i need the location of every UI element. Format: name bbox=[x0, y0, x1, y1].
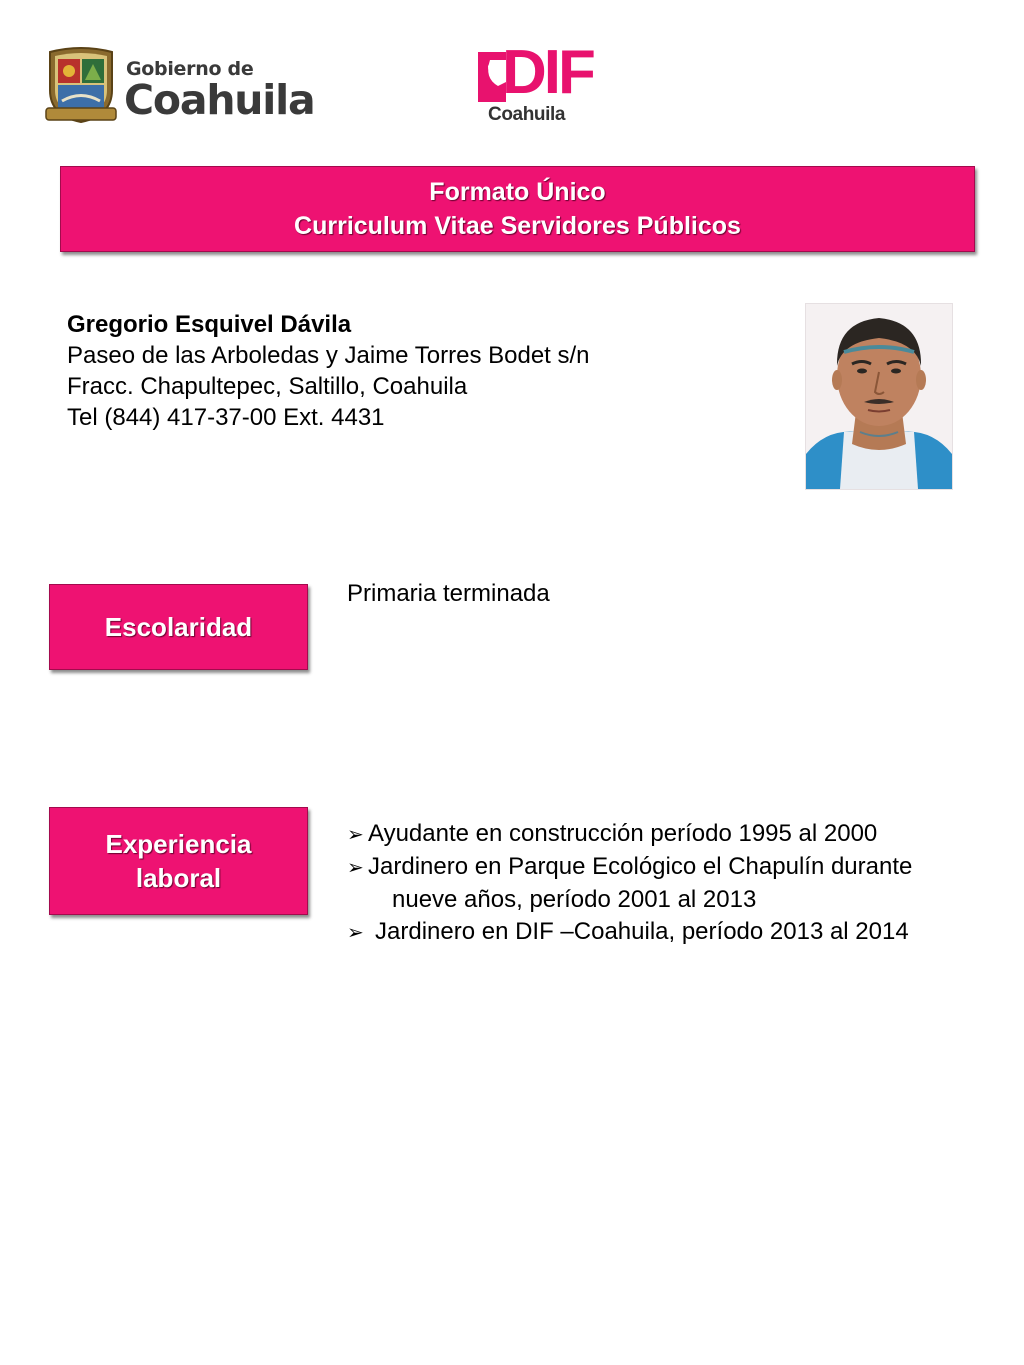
list-item-continuation bbox=[347, 884, 912, 916]
experiencia-item-text: Ayudante en construcción período 1995 al 2000 bbox=[368, 820, 878, 847]
arrow-bullet-icon: ➢ bbox=[347, 857, 364, 879]
dif-text: DIF bbox=[502, 38, 593, 107]
phone-line: Tel (844) 417-37-00 Ext. 4431 bbox=[67, 404, 385, 431]
address-line-1: Paseo de las Arboledas y Jaime Torres Bodet s/n bbox=[67, 342, 590, 369]
experiencia-label-line-2: laboral bbox=[135, 863, 222, 893]
list-item bbox=[347, 851, 912, 884]
escolaridad-label-box bbox=[49, 584, 308, 670]
dif-coahuila-logo bbox=[476, 38, 593, 128]
arrow-bullet-icon: ➢ bbox=[347, 922, 364, 944]
portrait-illustration bbox=[806, 304, 952, 489]
contact-block bbox=[67, 309, 590, 433]
title-line-2: Curriculum Vitae Servidores Públicos bbox=[294, 212, 741, 240]
address-line-2: Fracc. Chapultepec, Saltillo, Coahuila bbox=[67, 373, 468, 400]
escolaridad-value: Primaria terminada bbox=[347, 580, 550, 607]
experiencia-label-box bbox=[49, 807, 308, 915]
experiencia-item-text: Jardinero en Parque Ecológico el Chapulín durante bbox=[368, 853, 913, 880]
experiencia-label-line-1: Experiencia bbox=[105, 829, 252, 859]
gobierno-coahuila-logo bbox=[44, 46, 315, 128]
gobierno-de-text: Gobierno de bbox=[126, 58, 254, 80]
list-item bbox=[347, 916, 912, 949]
list-item bbox=[347, 818, 912, 851]
coahuila-text: Coahuila bbox=[124, 76, 315, 124]
dif-coahuila-text: Coahuila bbox=[488, 104, 566, 125]
escolaridad-label: Escolaridad bbox=[104, 611, 253, 642]
experiencia-list bbox=[347, 818, 912, 949]
experiencia-item-text: nueve años, período 2001 al 2013 bbox=[392, 886, 757, 913]
coat-of-arms-icon bbox=[44, 46, 118, 124]
title-line-1: Formato Único bbox=[429, 178, 606, 206]
arrow-bullet-icon: ➢ bbox=[347, 824, 364, 846]
title-banner bbox=[60, 166, 975, 252]
experiencia-item-text: Jardinero en DIF –Coahuila, período 2013 al 2014 bbox=[375, 918, 909, 945]
person-name: Gregorio Esquivel Dávila bbox=[67, 311, 352, 338]
profile-photo bbox=[805, 303, 953, 490]
